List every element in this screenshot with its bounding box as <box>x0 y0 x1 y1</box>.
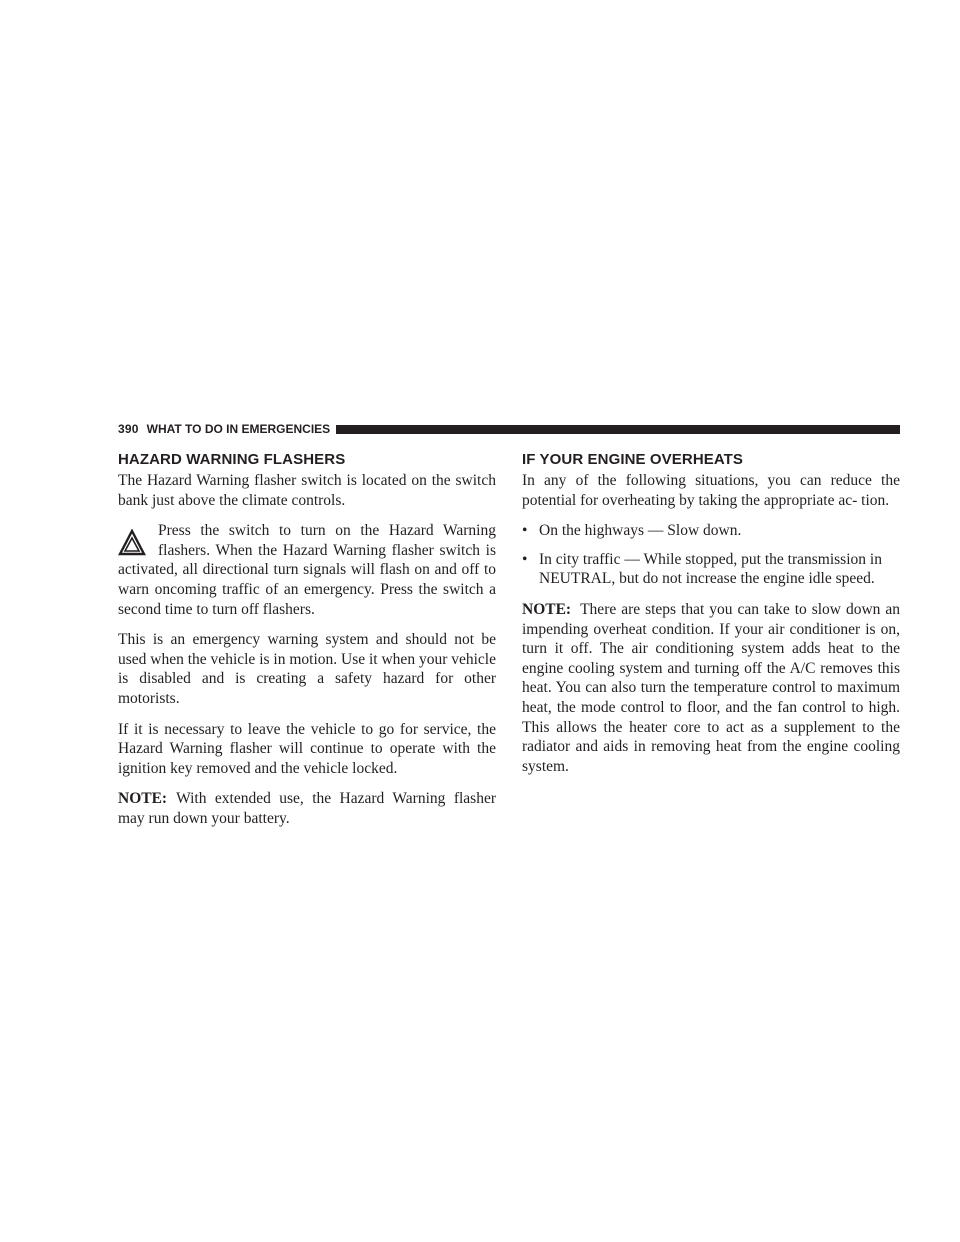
overheat-list <box>522 521 900 589</box>
hazard-note <box>118 789 496 828</box>
warning-triangle-icon <box>118 529 146 557</box>
section-title: WHAT TO DO IN EMERGENCIES <box>146 422 331 436</box>
hazard-paragraph-3: If it is necessary to leave the vehicle to go for service, the Hazard Warning flasher will continue to operate with the ignition key removed and the vehicle locked. <box>118 720 496 777</box>
list-item: • On the highways — Slow down. <box>522 521 900 541</box>
overheat-note <box>522 600 900 776</box>
hazard-paragraph-2: This is an emergency warning system and should not be used when the vehicle is in motion. Use it when your vehicle is disabled and is creating a safety hazard for other motorists. <box>118 631 496 707</box>
hazard-warning-text: Press the switch to turn on the Hazard Warning flashers. When the Hazard Warning flasher switch is activated, all directional turn signals will flash on and off to warn oncoming traffic of an emergency. Press the switch a second time to turn off flashers. <box>118 522 496 618</box>
header-rule <box>336 425 900 434</box>
list-item: • In city traffic — While stopped, put the transmission in NEUTRAL, but do not increase the engine idle speed. <box>522 550 900 589</box>
hazard-intro: The Hazard Warning flasher switch is located on the switch bank just above the climate controls. <box>118 472 496 509</box>
hazard-heading: HAZARD WARNING FLASHERS <box>118 451 346 468</box>
note-label: NOTE: <box>118 790 168 808</box>
note-text: There are steps that you can take to slow down an impending overheat condition. If your air conditioner is on, turn it off. The air conditioning system adds heat to the engine cooling system and turning off the A/C removes this heat. You can also turn the temperature control to maximum heat, the mode control to floor, and the fan control to high. This allows the heater core to act as a supplement to the radiator and aids in removing heat from the engine cooling system. <box>522 600 900 775</box>
page-header <box>118 421 900 437</box>
right-column <box>522 451 900 787</box>
hazard-warning-block <box>118 521 496 619</box>
overheat-intro: In any of the following situations, you can reduce the potential for overheating by taking the appropriate ac- tion. <box>522 472 900 509</box>
note-label: NOTE: <box>522 600 572 618</box>
overheat-heading: IF YOUR ENGINE OVERHEATS <box>522 451 744 468</box>
note-text: With extended use, the Hazard Warning flasher may run down your battery. <box>118 790 496 827</box>
page-number: 390 <box>118 422 139 436</box>
left-column <box>118 451 496 840</box>
